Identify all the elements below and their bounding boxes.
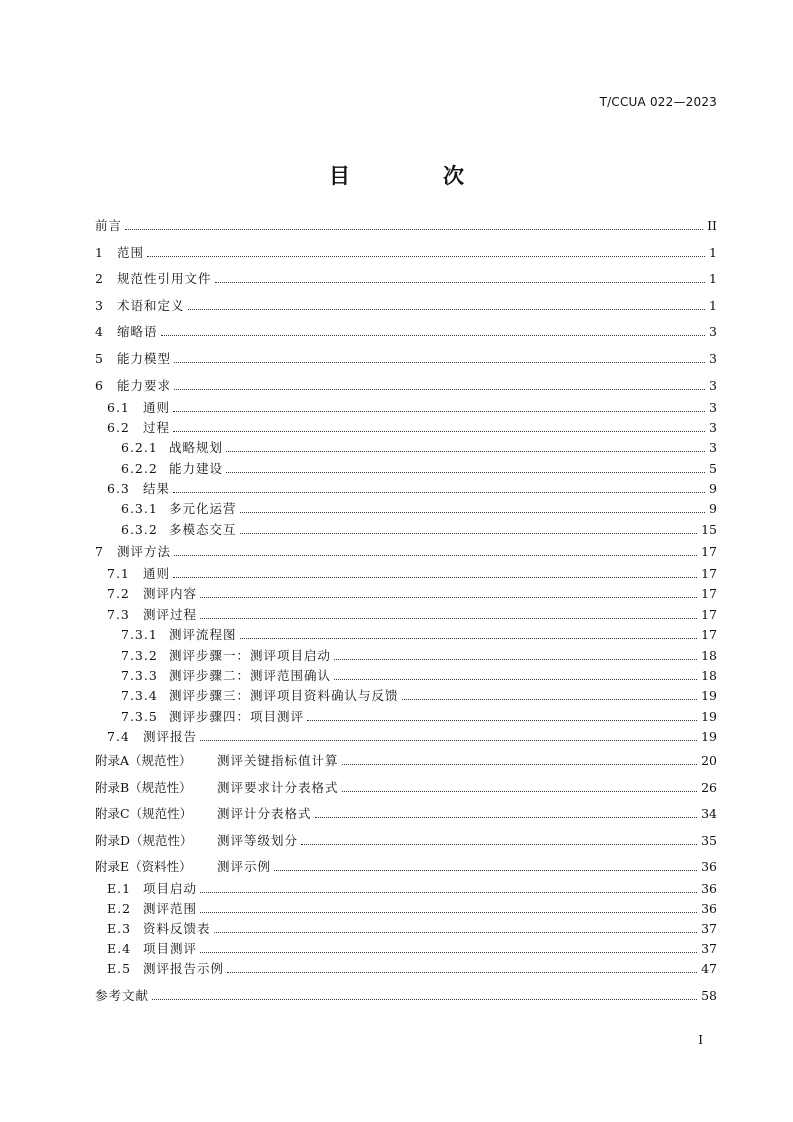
toc-entry-page: 20 [701,753,717,768]
toc-entry[interactable] [95,627,717,643]
toc-entry-number: 3 [95,298,104,313]
toc-entry-label: 多模态交互 [169,522,237,537]
toc-entry-number: 6.3 [107,481,130,496]
toc-entry-number: 7.3.1 [121,627,158,642]
toc-entry-page: 5 [709,461,717,476]
toc-dot-leader [226,451,705,452]
toc-entry[interactable] [95,400,717,416]
toc-entry[interactable] [95,806,717,822]
toc-entry-number: 6.2.2 [121,461,158,476]
toc-entry-page: 1 [709,245,717,260]
toc-entry[interactable] [95,881,717,897]
toc-entry-number: 2 [95,271,104,286]
toc-entry-page: 18 [701,668,717,683]
toc-entry-number: 7.3.3 [121,668,158,683]
toc-entry[interactable] [95,298,717,314]
toc-entry-label: 项目启动 [143,881,198,896]
toc-entry[interactable] [95,522,717,538]
toc-entry[interactable] [95,481,717,497]
toc-entry[interactable] [95,729,717,745]
toc-entry-label: 测评内容 [143,586,198,601]
toc-dot-leader [402,699,698,700]
toc-entry-number: 6.1 [107,400,130,415]
toc-dot-leader [188,309,705,310]
toc-dot-leader [334,659,697,660]
toc-entry-number: 7 [95,544,104,559]
toc-entry-number: 6.3.1 [121,501,158,516]
toc-entry-page: 9 [709,481,717,496]
toc-entry-number: E.3 [107,921,132,936]
page-number: I [698,1033,703,1047]
toc-dot-leader [161,335,705,336]
toc-entry-number: 7.1 [107,566,130,581]
toc-dot-leader [174,389,705,390]
toc-entry-page: 3 [709,378,717,393]
toc-dot-leader [200,892,697,893]
toc-entry-number: 6.3.2 [121,522,158,537]
toc-entry[interactable] [95,440,717,456]
toc-entry-page: 34 [701,806,717,821]
toc-entry-number: 6.2 [107,420,130,435]
toc-dot-leader [342,791,698,792]
toc-dot-leader [240,638,698,639]
toc-entry[interactable] [95,780,717,796]
toc-entry-number: E.4 [107,941,132,956]
toc-entry-page: 26 [701,780,717,795]
toc-entry-label: 测评示例 [217,859,272,874]
toc-dot-leader [226,472,705,473]
toc-entry[interactable] [95,668,717,684]
toc-dot-leader [174,362,705,363]
toc-entry-page: 37 [701,941,717,956]
toc-entry[interactable] [95,586,717,602]
toc-entry-label: 测评步骤一：测评项目启动 [169,648,332,663]
toc-entry-label: 测评计分表格式 [217,806,312,821]
toc-entry[interactable] [95,218,717,234]
toc-entry-page: 18 [701,648,717,663]
toc-entry[interactable] [95,859,717,875]
toc-entry-label: 过程 [143,420,171,435]
toc-dot-leader [174,555,697,556]
toc-entry[interactable] [95,988,717,1004]
toc-entry-label: 战略规划 [169,440,224,455]
toc-entry-label: 多元化运营 [169,501,237,516]
toc-entry-label: 通则 [143,566,171,581]
toc-dot-leader [240,533,698,534]
toc-entry-page: 36 [701,881,717,896]
toc-entry[interactable] [95,378,717,394]
toc-entry-number: 7.3 [107,607,130,622]
toc-entry-number: 5 [95,351,104,366]
toc-dot-leader [342,764,698,765]
toc-entry-label: 测评步骤二：测评范围确认 [169,668,332,683]
toc-entry-number: 7.3.2 [121,648,158,663]
toc-entry-page: 17 [701,607,717,622]
toc-entry-page: II [707,218,717,233]
toc-entry-page: 3 [709,420,717,435]
toc-dot-leader [214,932,698,933]
toc-entry[interactable] [95,461,717,477]
toc-entry-page: 19 [701,709,717,724]
toc-entry-label: 测评关键指标值计算 [217,753,339,768]
toc-entry[interactable] [95,833,717,849]
toc-entry[interactable] [95,420,717,436]
toc-entry-number: 附录C（规范性） [95,806,193,821]
toc-entry[interactable] [95,566,717,582]
toc-entry-label: 规范性引用文件 [117,271,212,286]
page-title: 目 次 [329,164,500,188]
toc-dot-leader [334,679,697,680]
toc-entry-number: 6 [95,378,104,393]
toc-dot-leader [152,999,697,1000]
toc-entry-label: 能力要求 [117,378,172,393]
toc-entry-label: 项目测评 [143,941,198,956]
toc-entry-page: 3 [709,400,717,415]
toc-entry-page: 19 [701,688,717,703]
toc-entry-label: 缩略语 [117,324,158,339]
toc-entry-page: 3 [709,324,717,339]
toc-dot-leader [200,740,697,741]
toc-dot-leader [301,844,697,845]
toc-entry-number: 7.2 [107,586,130,601]
toc-entry-page: 19 [701,729,717,744]
toc-entry-page: 35 [701,833,717,848]
toc-dot-leader [215,282,705,283]
toc-entry-page: 15 [701,522,717,537]
toc-entry[interactable] [95,709,717,725]
toc-entry-page: 47 [701,961,717,976]
toc-entry[interactable] [95,544,717,560]
toc-entry-number: E.1 [107,881,132,896]
toc-entry-number: E.2 [107,901,132,916]
toc-entry-page: 9 [709,501,717,516]
toc-entry-label: 前言 [95,218,123,233]
toc-entry-label: 范围 [117,245,145,260]
toc-entry-label: 测评范围 [143,901,198,916]
toc-entry-number: 1 [95,245,104,260]
toc-dot-leader [147,256,705,257]
toc-entry-label: 通则 [143,400,171,415]
toc-dot-leader [173,577,697,578]
toc-dot-leader [200,952,697,953]
document-code: T/CCUA 022—2023 [599,95,717,109]
toc-entry[interactable] [95,245,717,261]
toc-entry-label: 测评过程 [143,607,198,622]
toc-entry-number: 7.3.4 [121,688,158,703]
toc-dot-leader [173,431,705,432]
toc-entry[interactable] [95,921,717,937]
toc-entry-page: 3 [709,440,717,455]
toc-entry-page: 36 [701,901,717,916]
toc-entry-page: 17 [701,627,717,642]
toc-entry-number: 7.4 [107,729,130,744]
toc-dot-leader [315,817,698,818]
toc-entry[interactable] [95,901,717,917]
toc-entry-number: 7.3.5 [121,709,158,724]
toc-dot-leader [307,720,697,721]
toc-entry[interactable] [95,351,717,367]
toc-entry[interactable] [95,648,717,664]
toc-entry-label: 测评步骤三：测评项目资料确认与反馈 [169,688,399,703]
toc-entry-number: 6.2.1 [121,440,158,455]
toc-entry-label: 测评方法 [117,544,172,559]
toc-entry-number: E.5 [107,961,132,976]
toc-dot-leader [173,411,705,412]
toc-entry-label: 测评要求计分表格式 [217,780,339,795]
toc-entry-page: 1 [709,298,717,313]
toc-entry-label: 资料反馈表 [143,921,211,936]
toc-entry-label: 测评流程图 [169,627,237,642]
toc-dot-leader [200,597,697,598]
toc-entry-label: 参考文献 [95,988,150,1003]
toc-entry-number: 4 [95,324,104,339]
toc-entry-number: 附录E（资料性） [95,859,192,874]
toc-entry[interactable] [95,607,717,623]
toc-entry-page: 17 [701,566,717,581]
toc-entry-label: 测评等级划分 [217,833,299,848]
toc-entry-page: 3 [709,351,717,366]
toc-entry-label: 结果 [143,481,171,496]
toc-entry[interactable] [95,753,717,769]
toc-entry-label: 测评报告 [143,729,198,744]
toc-entry-page: 17 [701,544,717,559]
toc-entry-page: 58 [701,988,717,1003]
toc-entry-page: 36 [701,859,717,874]
toc-entry-number: 附录B（规范性） [95,780,192,795]
toc-entry-label: 测评步骤四：项目测评 [169,709,305,724]
toc-dot-leader [173,492,705,493]
toc-entry-label: 能力模型 [117,351,172,366]
toc-dot-leader [227,972,697,973]
toc-entry-page: 37 [701,921,717,936]
toc-entry[interactable] [95,941,717,957]
toc-entry[interactable] [95,688,717,704]
toc-entry[interactable] [95,961,717,977]
toc-entry[interactable] [95,271,717,287]
toc-entry-label: 能力建设 [169,461,224,476]
toc-dot-leader [240,512,705,513]
toc-dot-leader [125,229,703,230]
toc-entry-label: 术语和定义 [117,298,185,313]
toc-dot-leader [200,912,697,913]
toc-entry-number: 附录D（规范性） [95,833,193,848]
toc-entry[interactable] [95,324,717,340]
toc-entry[interactable] [95,501,717,517]
toc-dot-leader [200,618,697,619]
toc-dot-leader [274,870,697,871]
toc-entry-page: 1 [709,271,717,286]
toc-entry-page: 17 [701,586,717,601]
toc-entry-number: 附录A（规范性） [95,753,192,768]
toc-entry-label: 测评报告示例 [143,961,225,976]
